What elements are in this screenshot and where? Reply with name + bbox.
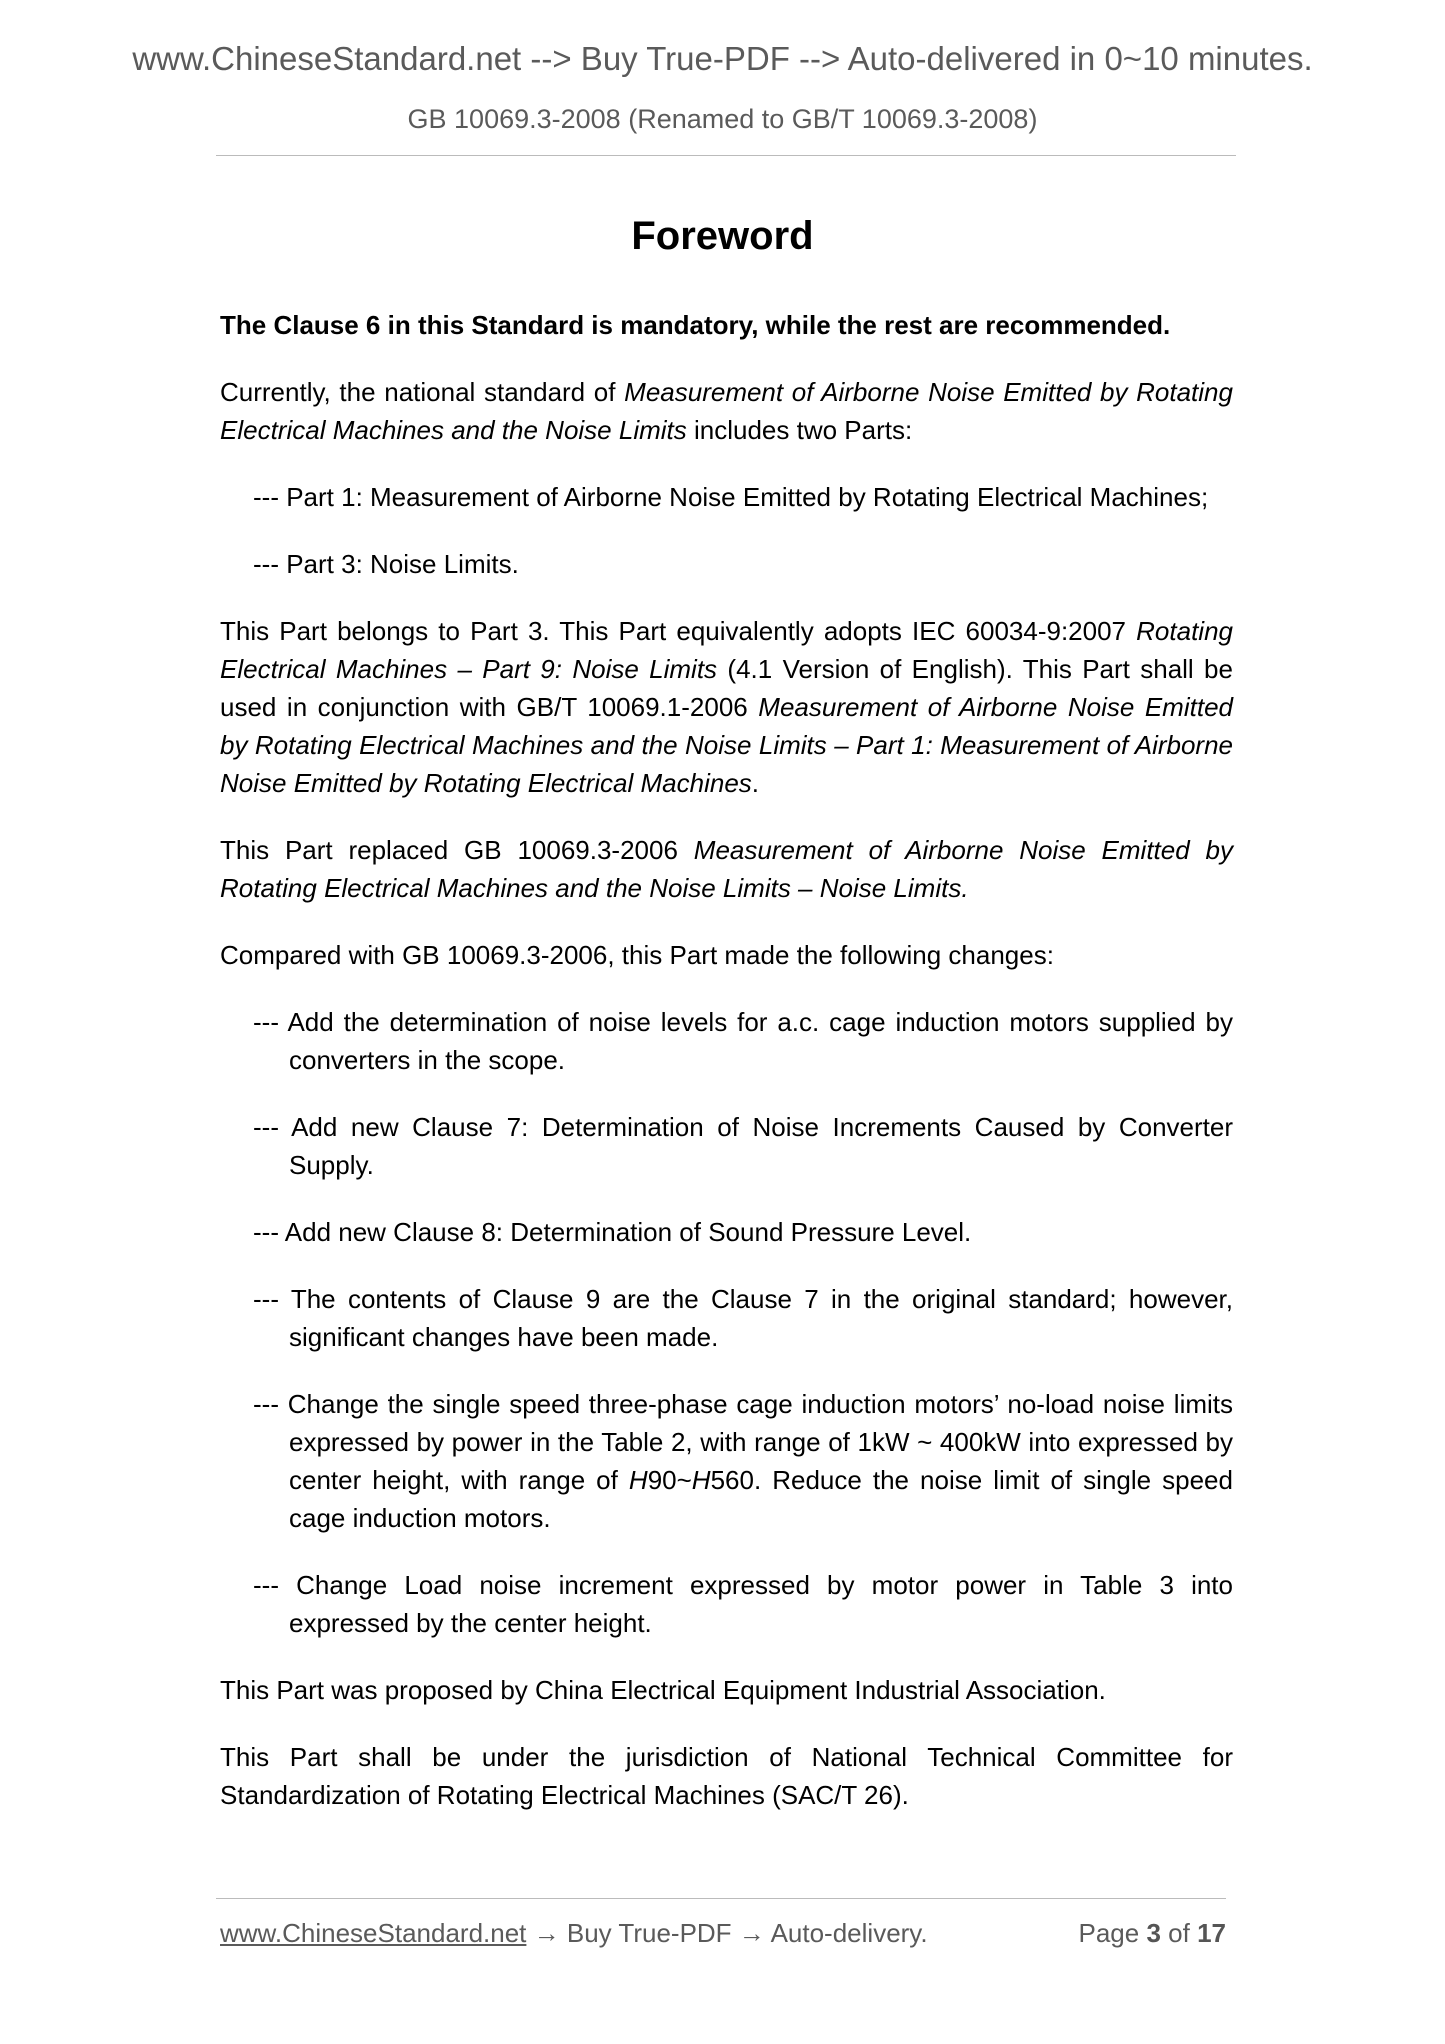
part-item-1: --- Part 1: Measurement of Airborne Noise Emitted by Rotating Electrical Machines;	[253, 482, 1209, 512]
page-title: Foreword	[631, 214, 814, 258]
footer-site-link[interactable]: www.ChineseStandard.net	[220, 1918, 527, 1948]
footer-divider	[216, 1898, 1226, 1899]
change-item: --- Add new Clause 8: Determination of Sound Pressure Level.	[253, 1217, 972, 1247]
change-item: --- The contents of Clause 9 are the Clause 7 in the original standard; however, significant changes have been made.	[253, 1284, 1233, 1352]
page-indicator: Page 3 of 17	[1078, 1918, 1226, 1948]
change-item: --- Add new Clause 7: Determination of Noise Increments Caused by Converter Supply.	[253, 1112, 1233, 1180]
compared-paragraph: Compared with GB 10069.3-2006, this Part made the following changes:	[220, 940, 1054, 970]
replaced-paragraph: This Part replaced GB 10069.3-2006 Measurement of Airborne Noise Emitted by Rotating Electrical Machines and the Noise Limits – Noise Limits.	[220, 835, 1233, 903]
part-item-3: --- Part 3: Noise Limits.	[253, 549, 519, 579]
standard-number: GB 10069.3-2008 (Renamed to GB/T 10069.3-2008)	[407, 104, 1038, 134]
header-banner: www.ChineseStandard.net --> Buy True-PDF --> Auto-delivered in 0~10 minutes.	[132, 40, 1313, 77]
page-number: 3	[1146, 1918, 1161, 1948]
change-item: --- Add the determination of noise levels for a.c. cage induction motors supplied by converters in the scope.	[253, 1007, 1233, 1075]
change-item: --- Change the single speed three-phase cage induction motors’ no-load noise limits expressed by power in the Table 2, with range of 1kW ~ 400kW into expressed by center height, with range of H90~H560. Reduce the noise limit of single speed cage induction motors.	[253, 1389, 1233, 1533]
foreword-body	[220, 306, 1233, 1843]
header-divider	[216, 155, 1236, 156]
proposed-paragraph: This Part was proposed by China Electrical Equipment Industrial Association.	[220, 1675, 1106, 1705]
page-footer	[220, 1918, 1226, 1949]
adoption-paragraph: This Part belongs to Part 3. This Part equivalently adopts IEC 60034-9:2007 Rotating Electrical Machines – Part 9: Noise Limits (4.1 Version of English). This Part shall be used in conjunction with GB/T 10069.1-2006 Measurement of Airborne Noise Emitted by Rotating Electrical Machines and the Noise Limits – Part 1: Measurement of Airborne Noise Emitted by Rotating Electrical Machines.	[220, 616, 1233, 798]
jurisdiction-paragraph: This Part shall be under the jurisdiction of National Technical Committee for Standardization of Rotating Electrical Machines (SAC/T 26).	[220, 1742, 1233, 1810]
footer-promo: www.ChineseStandard.net → Buy True-PDF → Auto-delivery.	[220, 1918, 928, 1948]
change-item: --- Change Load noise increment expressed by motor power in Table 3 into expressed by the center height.	[253, 1570, 1233, 1638]
mandatory-note: The Clause 6 in this Standard is mandatory, while the rest are recommended.	[220, 310, 1171, 340]
page-total: 17	[1197, 1918, 1226, 1948]
intro-paragraph: Currently, the national standard of Measurement of Airborne Noise Emitted by Rotating Electrical Machines and the Noise Limits includes two Parts:	[220, 377, 1233, 445]
